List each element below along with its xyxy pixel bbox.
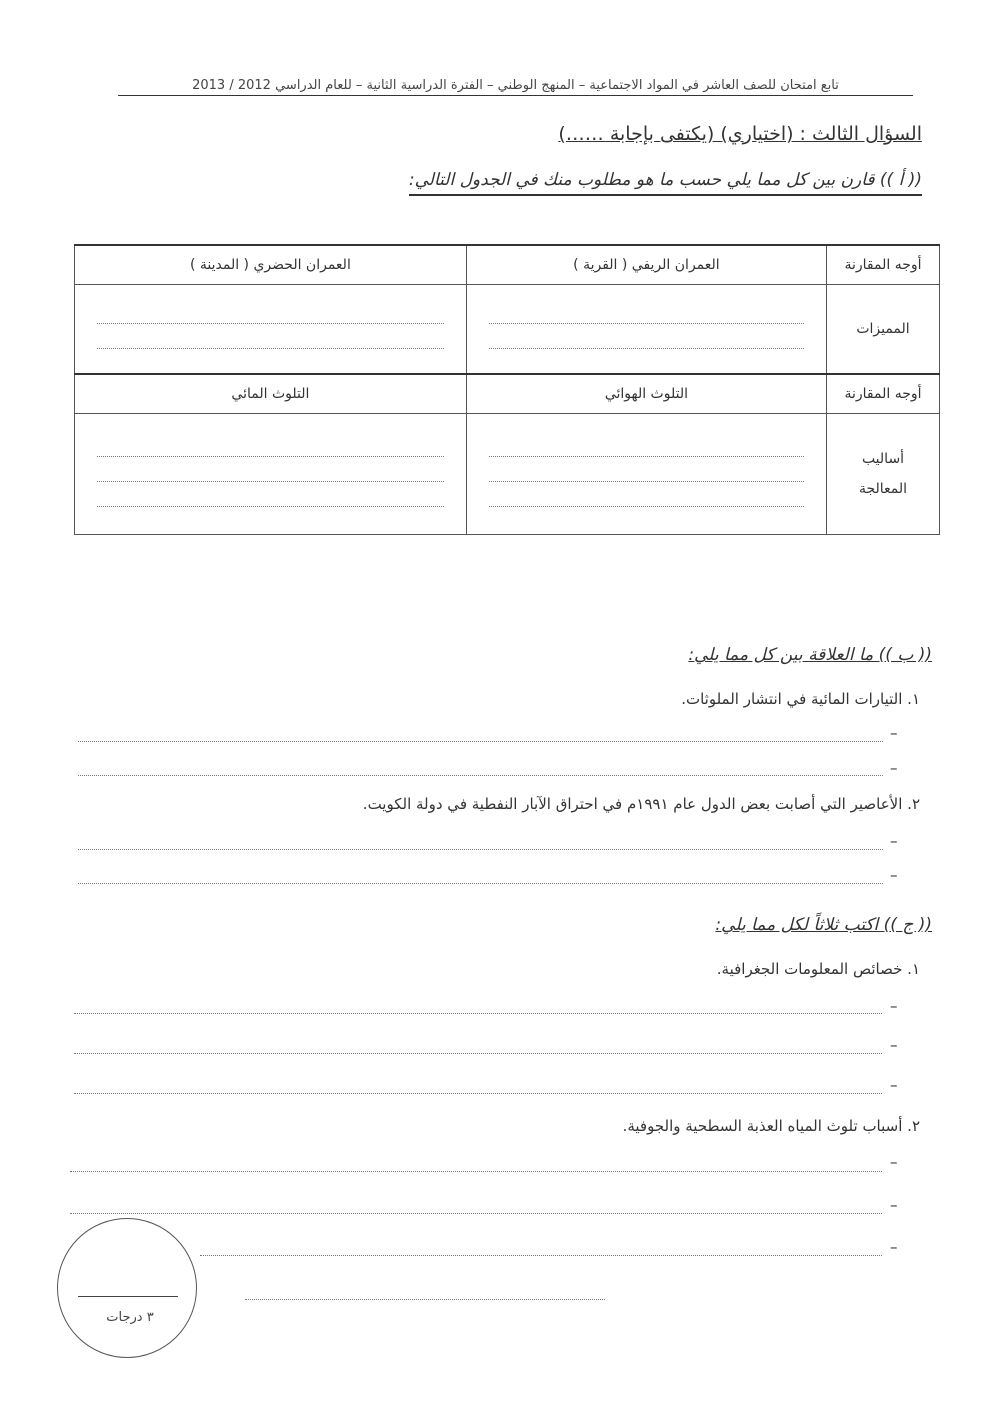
dash-mark: – xyxy=(890,866,898,884)
col-rural: العمران الريفي ( القرية ) xyxy=(466,245,826,285)
question-title: السؤال الثالث : (اختياري) (يكتفى بإجابة ……) xyxy=(558,123,922,145)
answer-line[interactable] xyxy=(78,848,883,850)
c-item-1: ١. خصائص المعلومات الجغرافية. xyxy=(716,960,920,978)
grade-stamp xyxy=(57,1218,197,1358)
grade-line[interactable] xyxy=(78,1296,178,1297)
col-urban: العمران الحضري ( المدينة ) xyxy=(75,245,467,285)
answer-line[interactable] xyxy=(70,1170,882,1172)
dash-mark: – xyxy=(890,1076,898,1094)
dash-mark: – xyxy=(890,724,898,742)
dash-mark: – xyxy=(890,1238,898,1256)
col-air-pollution: التلوث الهوائي xyxy=(466,374,826,414)
answer-line[interactable] xyxy=(78,774,883,776)
answer-line[interactable] xyxy=(78,882,883,884)
answer-line[interactable] xyxy=(245,1298,605,1300)
aspect-label: أوجه المقارنة xyxy=(827,245,940,285)
b-item-2: ٢. الأعاصير التي أصابت بعض الدول عام ١٩٩١م في احتراق الآبار النفطية في دولة الكويت. xyxy=(362,795,920,813)
answer-line[interactable] xyxy=(74,1012,882,1014)
dash-mark: – xyxy=(890,997,898,1015)
b-item-1: ١. التيارات المائية في انتشار الملوثات. xyxy=(681,690,920,708)
dash-mark: – xyxy=(890,1153,898,1171)
answer-line[interactable] xyxy=(70,1212,882,1214)
answer-line[interactable] xyxy=(78,740,883,742)
row-label-line: أساليب xyxy=(861,451,905,467)
aspect-label: أوجه المقارنة xyxy=(827,374,940,414)
page-header: تابع امتحان للصف العاشر في المواد الاجتماعية – المنهج الوطني – الفترة الدراسية الثانية – للعام الدراسي 2012 / 2013 xyxy=(118,78,913,96)
table-header-row xyxy=(75,245,940,285)
section-c-heading: (( ج )) اكتب ثلاثاً لكل مما يلي: xyxy=(715,915,932,935)
answer-cell[interactable] xyxy=(75,285,467,375)
answer-line[interactable] xyxy=(74,1052,882,1054)
table-row xyxy=(75,285,940,375)
answer-cell[interactable] xyxy=(75,414,467,535)
answer-line[interactable] xyxy=(200,1254,882,1256)
table-header-row xyxy=(75,374,940,414)
dash-mark: – xyxy=(890,1036,898,1054)
row-label-treatment xyxy=(827,414,940,535)
row-label-line: المعالجة xyxy=(858,481,908,497)
table-row xyxy=(75,414,940,535)
answer-line[interactable] xyxy=(74,1092,882,1094)
row-label-features: المميزات xyxy=(827,285,940,375)
answer-cell[interactable] xyxy=(466,414,826,535)
col-water-pollution: التلوث المائي xyxy=(75,374,467,414)
answer-cell[interactable] xyxy=(466,285,826,375)
dash-mark: – xyxy=(890,832,898,850)
comparison-table xyxy=(74,244,940,535)
section-a-heading: (( أ )) قارن بين كل مما يلي حسب ما هو مطلوب منك في الجدول التالي: xyxy=(409,170,922,196)
dash-mark: – xyxy=(890,759,898,777)
c-item-2: ٢. أسباب تلوث المياه العذبة السطحية والجوفية. xyxy=(622,1117,920,1135)
grade-label: ٣ درجات xyxy=(106,1310,154,1325)
dash-mark: – xyxy=(890,1196,898,1214)
section-b-heading: (( ب )) ما العلاقة بين كل مما يلي: xyxy=(688,645,932,665)
